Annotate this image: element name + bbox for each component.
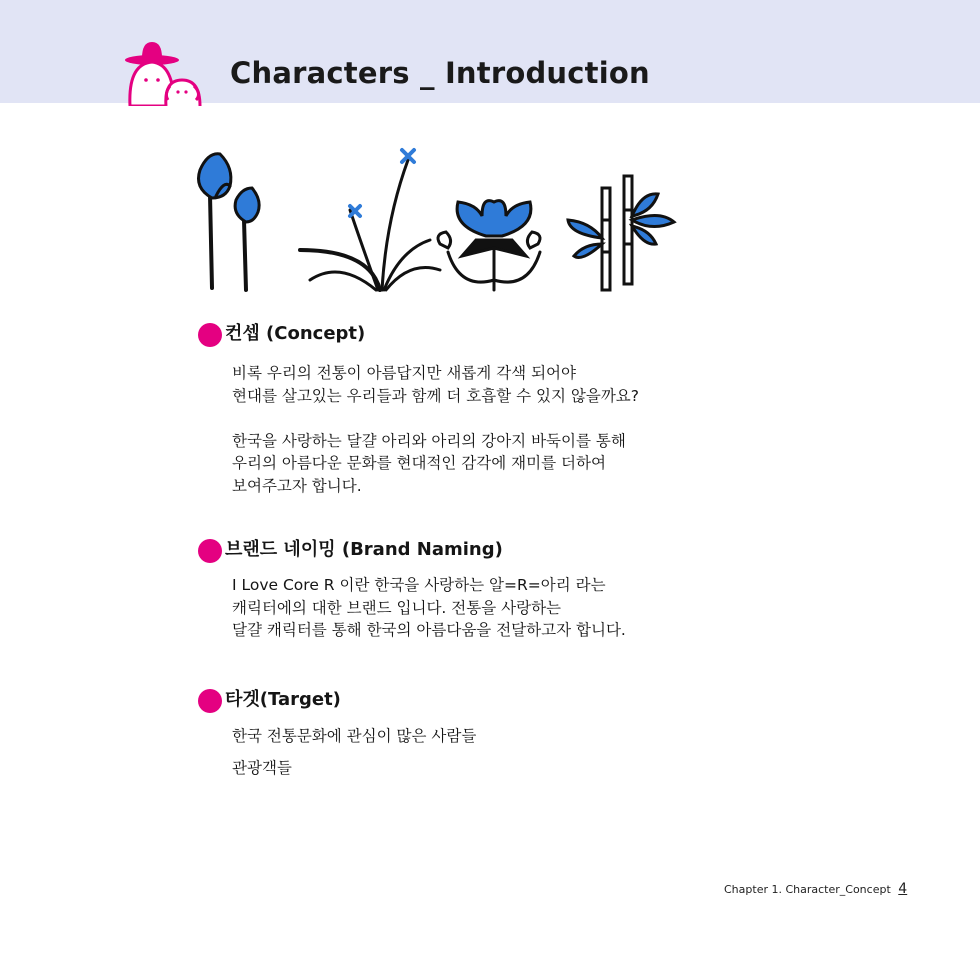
chapter-label: Chapter 1. Character_Concept bbox=[724, 883, 891, 896]
page-title: Characters _ Introduction bbox=[230, 56, 650, 90]
lotus-buds-icon bbox=[199, 154, 260, 290]
text-line bbox=[232, 407, 639, 430]
text-line: 관광객들 bbox=[232, 758, 292, 777]
page-footer bbox=[724, 881, 907, 897]
target-body bbox=[232, 725, 476, 779]
page-number: 4 bbox=[898, 881, 908, 897]
orchid-icon bbox=[300, 150, 440, 290]
bullet-dot-icon bbox=[198, 323, 222, 347]
brand-naming-body bbox=[232, 574, 626, 642]
text-line: 한국을 사랑하는 달걀 아리와 아리의 강아지 바둑이를 통해 bbox=[232, 431, 626, 450]
text-line: 보여주고자 합니다. bbox=[232, 476, 362, 495]
section-title: 브랜드 네이밍 (Brand Naming) bbox=[225, 539, 503, 560]
bullet-dot-icon bbox=[198, 689, 222, 713]
traditional-plants-illustration bbox=[190, 140, 690, 300]
section-title: 타겟(Target) bbox=[225, 689, 341, 710]
mascot-logo-icon bbox=[120, 36, 210, 106]
peony-icon bbox=[438, 201, 540, 290]
text-line: I Love Core R 이란 한국을 사랑하는 알=R=아리 라는 bbox=[232, 576, 606, 594]
bamboo-icon bbox=[568, 176, 674, 290]
bullet-dot-icon bbox=[198, 539, 222, 563]
section-title: 컨셉 (Concept) bbox=[225, 323, 366, 344]
text-line: 한국 전통문화에 관심이 많은 사람들 bbox=[232, 727, 477, 745]
text-line: 우리의 아름다운 문화를 현대적인 감각에 재미를 더하여 bbox=[232, 454, 606, 472]
text-line: 현대를 살고있는 우리들과 함께 더 호흡할 수 있지 않을까요? bbox=[232, 386, 639, 405]
concept-body bbox=[232, 362, 639, 497]
text-line: 비록 우리의 전통이 아름답지만 새롭게 각색 되어야 bbox=[232, 364, 576, 382]
text-line: 달걀 캐릭터를 통해 한국의 아름다움을 전달하고자 합니다. bbox=[232, 621, 626, 639]
text-line: 캐릭터에의 대한 브랜드 입니다. 전통을 사랑하는 bbox=[232, 598, 562, 617]
